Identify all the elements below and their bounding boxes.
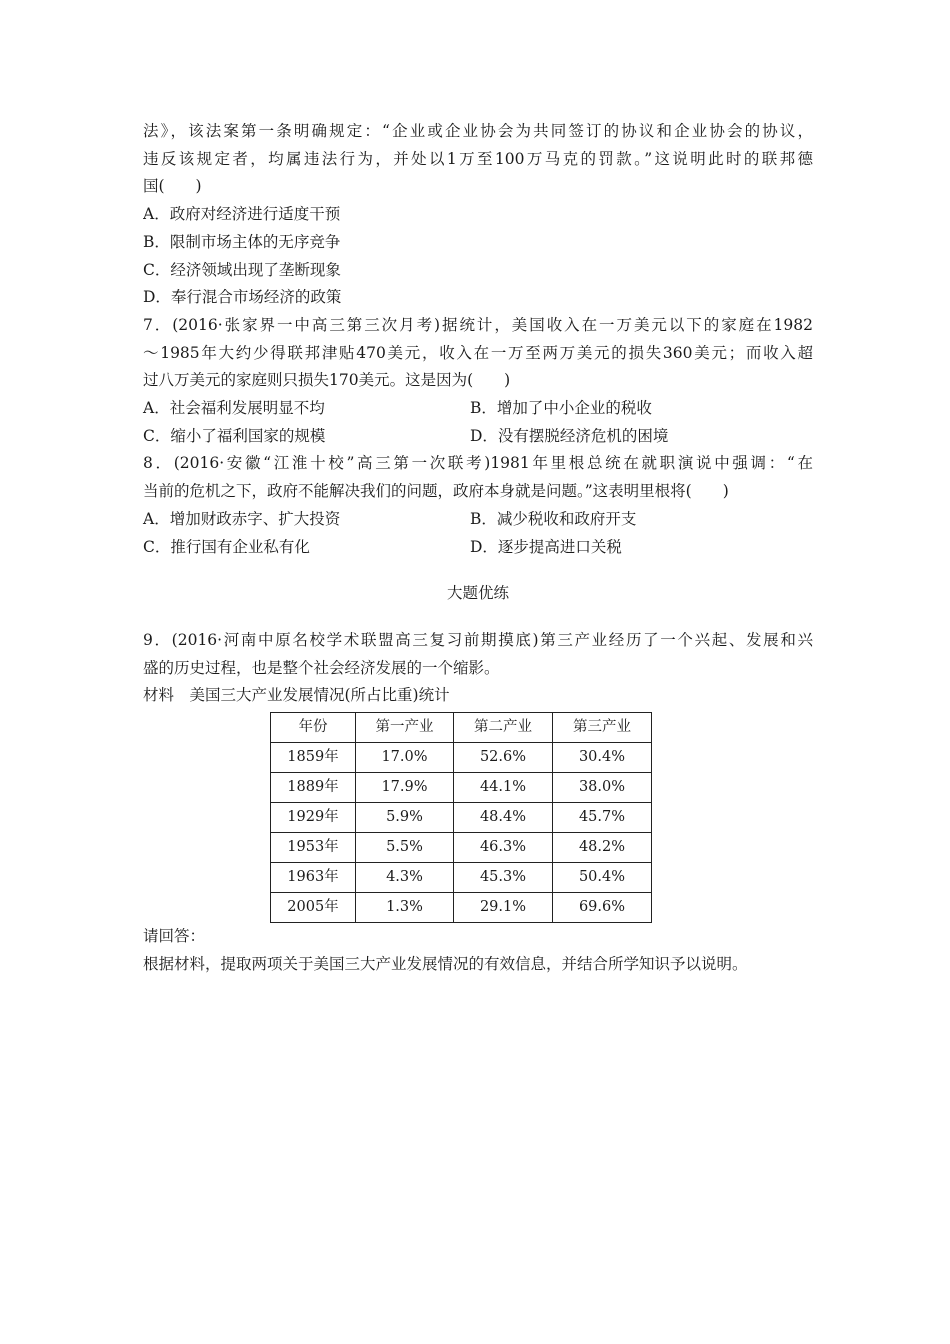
question-9-task: 根据材料，提取两项关于美国三大产业发展情况的有效信息，并结合所学知识予以说明。: [143, 954, 748, 973]
table-header-cell: 第一产业: [356, 713, 454, 743]
table-row: [271, 893, 652, 923]
question-7-option-b: B．增加了中小企业的税收: [470, 399, 652, 418]
question-9-line: 盛的历史过程，也是整个社会经济发展的一个缩影。: [143, 658, 500, 677]
table-cell: 1929年: [271, 803, 356, 833]
question-7: [143, 312, 813, 451]
table-cell: 17.0%: [356, 743, 454, 773]
table-cell: 1859年: [271, 743, 356, 773]
industry-share-table: [270, 712, 652, 923]
table-row: [271, 863, 652, 893]
table-cell: 48.2%: [553, 833, 652, 863]
table-header-cell: 第二产业: [454, 713, 553, 743]
question-8-options-row: [143, 534, 813, 562]
table-cell: 44.1%: [454, 773, 553, 803]
table-cell: 48.4%: [454, 803, 553, 833]
question-7-line: 过八万美元的家庭则只损失170美元。这是因为( ): [143, 371, 511, 390]
table-cell: 5.5%: [356, 833, 454, 863]
question-8-option-b: B．减少税收和政府开支: [470, 509, 637, 528]
question-9: [143, 627, 813, 979]
question-8-options-row: [143, 506, 813, 534]
table-header-cell: 第三产业: [553, 713, 652, 743]
table-cell: 4.3%: [356, 863, 454, 893]
table-row: [271, 773, 652, 803]
table-header-cell: 年份: [271, 713, 356, 743]
table-cell: 69.6%: [553, 893, 652, 923]
table-cell: 46.3%: [454, 833, 553, 863]
table-row: [271, 833, 652, 863]
question-8-option-a: A．增加财政赤字、扩大投资: [143, 509, 341, 528]
question-8-option-c: C．推行国有企业私有化: [143, 537, 310, 556]
section-title: 大题优练: [446, 584, 509, 603]
table-cell: 29.1%: [454, 893, 553, 923]
table-cell: 30.4%: [553, 743, 652, 773]
table-cell: 5.9%: [356, 803, 454, 833]
question-6-option-b: B．限制市场主体的无序竞争: [143, 232, 341, 251]
question-7-option-a: A．社会福利发展明显不均: [143, 399, 325, 418]
answer-prompt: 请回答：: [143, 927, 206, 946]
material-caption: 材料 美国三大产业发展情况(所占比重)统计: [143, 686, 450, 705]
table-cell: 45.3%: [454, 863, 553, 893]
table-cell: 2005年: [271, 893, 356, 923]
table-cell: 45.7%: [553, 803, 652, 833]
question-9-line: 9．(2016·河南中原名校学术联盟高三复习前期摸底)第三产业经历了一个兴起、发展和兴: [143, 630, 813, 649]
question-6-option-a: A．政府对经济进行适度干预: [143, 205, 341, 224]
table-cell: 50.4%: [553, 863, 652, 893]
question-8-line: 当前的危机之下，政府不能解决我们的问题，政府本身就是问题。”这表明里根将( ): [143, 482, 729, 501]
question-6-option-c: C．经济领域出现了垄断现象: [143, 260, 341, 279]
table-cell: 1953年: [271, 833, 356, 863]
question-8-line: 8．(2016·安徽“江淮十校”高三第一次联考)1981年里根总统在就职演说中强调：“在: [143, 454, 813, 473]
question-7-options-row: [143, 395, 813, 423]
table-cell: 1889年: [271, 773, 356, 803]
table-cell: 52.6%: [454, 743, 553, 773]
question-7-option-d: D．没有摆脱经济危机的困境: [470, 426, 669, 445]
question-8: [143, 450, 813, 561]
table-row: [271, 803, 652, 833]
question-7-line: ～1985年大约少得联邦津贴470美元，收入在一万至两万美元的损失360美元；而收入超: [143, 343, 813, 362]
document-page: [143, 118, 813, 978]
table-header-row: [271, 713, 652, 743]
question-7-option-c: C．缩小了福利国家的规模: [143, 426, 326, 445]
question-6-line: 国( ): [143, 177, 202, 196]
question-6: [143, 118, 813, 312]
question-6-line: 法》，该法案第一条明确规定：“企业或企业协会为共同签订的协议和企业协会的协议，: [143, 122, 813, 140]
table-cell: 17.9%: [356, 773, 454, 803]
table-cell: 38.0%: [553, 773, 652, 803]
table-row: [271, 743, 652, 773]
question-7-line: 7．(2016·张家界一中高三第三次月考)据统计，美国收入在一万美元以下的家庭在1982: [143, 315, 813, 334]
question-6-option-d: D．奉行混合市场经济的政策: [143, 288, 342, 307]
table-cell: 1963年: [271, 863, 356, 893]
table-cell: 1.3%: [356, 893, 454, 923]
question-8-option-d: D．逐步提高进口关税: [470, 537, 622, 556]
question-7-options-row: [143, 423, 813, 451]
question-6-line: 违反该规定者，均属违法行为，并处以1万至100万马克的罚款。”这说明此时的联邦德: [143, 149, 813, 168]
